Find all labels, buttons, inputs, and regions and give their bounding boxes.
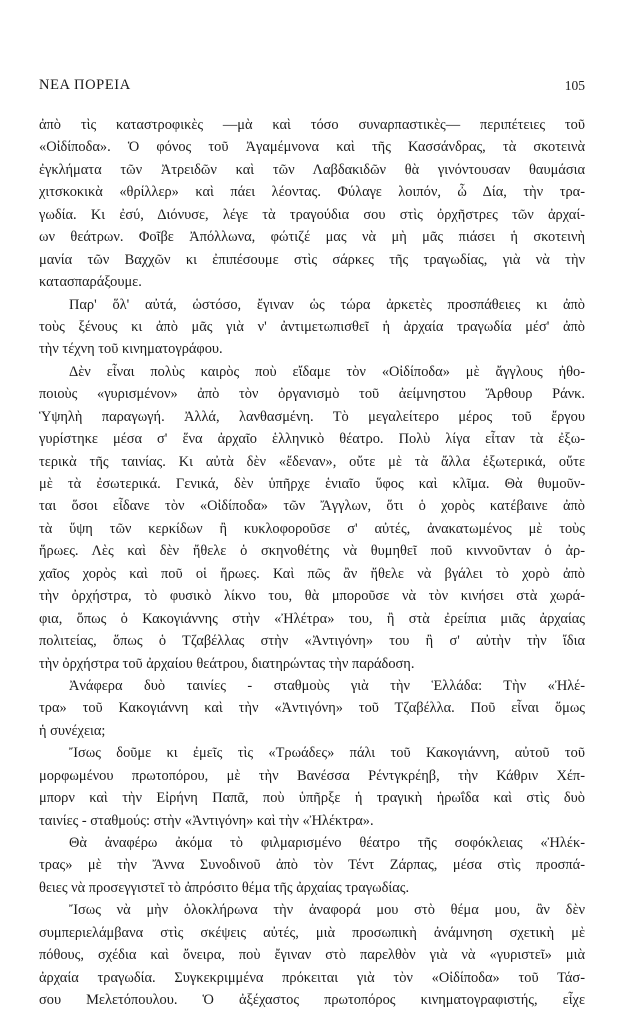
text-line: χαῖος χορὸς καὶ ποῦ οἱ ἥρωες. Καὶ πῶς ἂν ἤθελε νὰ βγάλει τὸ χορὸ ἀπὸ xyxy=(39,565,585,582)
text-line: μορφωμένου πρωτοπόρου, μὲ τὴν Βανέσσα Ρέντγκρέηβ, τὴν Κάθριν Χέπ- xyxy=(39,767,585,784)
text-line: γωδία. Κι ἐσύ, Διόνυσε, λέγε τὰ τραγούδια σου στὶς ὀρχῆστρες τῶν ἀρχαί- xyxy=(39,206,585,223)
text-line: Παρ' ὅλ' αὐτά, ὡστόσο, ἔγιναν ὡς τώρα ἀρκετὲς προσπάθειες κι ἀπὸ xyxy=(69,296,585,313)
text-line: μπορν καὶ τὴν Εἰρήνη Παπᾶ, ποὺ ὑπῆρξε ἡ τραγικὴ ἡρωΐδα καὶ στὶς δυὸ xyxy=(39,790,585,807)
text-line: τὴν τέχνη τοῦ κινηματογράφου. xyxy=(39,341,223,358)
text-line: ἡ συνέχεια; xyxy=(39,722,106,739)
text-line: σου Μελετόπουλου. Ὁ ἀξέχαστος πρωτοπόρος κινηματογραφιστής, εἶχε xyxy=(39,992,585,1009)
text-line: ται ὅσοι εἶδανε τὸν «Οἰδίποδα» τῶν Ἄγγλων, ὅτι ὁ χορὸς κατέβαινε ἀπὸ xyxy=(39,498,585,515)
text-line: χιτσκοκικὰ «θρίλλερ» καὶ πάει λέοντας. Φύλαγε λοιπόν, ὦ Δία, τὴν τρα- xyxy=(39,184,585,201)
text-line: «Οἰδίποδα». Ὁ φόνος τοῦ Ἀγαμέμνονα καὶ τῆς Κασσάνδρας, τὰ σκοτεινὰ xyxy=(39,139,585,156)
text-line: ἀπὸ τὶς καταστροφικὲς —μὰ καὶ τόσο συναρπαστικὲς— περιπέτειες τοῦ xyxy=(39,117,585,133)
text-line: πόθους, σχέδια καὶ ὄνειρα, ποὺ ἔγιναν στὸ παρελθὸν γιὰ νὰ «γυριστεῖ» μιὰ xyxy=(39,947,585,964)
text-line: Ἀνάφερα δυὸ ταινίες - σταθμοὺς γιὰ τὴν Ἑλλάδα: Τὴν «Ἠλέ- xyxy=(69,677,585,694)
text-line: ἀρχαία τραγωδία. Συγκεκριμμένα πρόκειται γιὰ τὸν «Οἰδίποδα» τοῦ Τάσ- xyxy=(39,969,585,986)
text-line: ποιοὺς «γυρισμένον» ἀπὸ τὸν ὀργανισμὸ τοῦ ἀείμνηστου Ἄρθουρ Ράνκ. xyxy=(39,386,585,403)
article-body xyxy=(39,114,585,1012)
text-line: τερικὰ τῆς ταινίας. Κι αὐτὰ δὲν «ἔδεναν», οὔτε μὲ τὰ ἄλλα ἐξωτερικά, οὔτε xyxy=(39,453,585,470)
text-line: μὲ τὰ ἐσωτερικά. Γενικά, δὲν ὑπῆρχε ἑνιαῖο ὕφος καὶ κλῖμα. Θὰ θυμοῦν- xyxy=(39,476,585,492)
text-line: ταινίες - σταθμούς: στὴν «Ἀντιγόνη» καὶ τὴν «Ἠλέκτρα». xyxy=(39,812,374,829)
text-line: Δὲν εἶναι πολὺς καιρὸς ποὺ εἴδαμε τὸν «Οἰδίποδα» μὲ ἄγγλους ἠθο- xyxy=(69,363,585,380)
text-line: Ἴσως νὰ μὴν ὁλοκλήρωνα τὴν ἀναφορά μου στὸ θέμα μου, ἂν δὲν xyxy=(69,902,585,919)
text-line: τὰ ὕψη τῶν κερκίδων ἢ κυκλοφοροῦσε σ' αὐτές, ἀνακατωμένος μὲ τοὺς xyxy=(39,520,585,537)
text-line: θειες νὰ προσεγγιστεῖ τὸ ἀπρόσιτο θέμα τῆς ἀρχαίας τραγωδίας. xyxy=(39,879,410,896)
text-line: γυρίστηκε μέσα σ' ἕνα ἀρχαῖο ἑλληνικὸ θέατρο. Πολὺ λίγα εἶταν τὰ ἐξω- xyxy=(39,431,585,448)
running-header xyxy=(39,72,585,94)
text-line: ἐγκλήματα τῶν Ἀτρειδῶν καὶ τῶν Λαβδακιδῶν θὰ γινόντουσαν θαυμάσια xyxy=(39,161,585,178)
text-line: πολιτείας, ὅπως ὁ Τζαβέλλας στὴν «Ἀντιγόνη» του ἢ σ' αὐτὴν τὴν ἴδια xyxy=(39,633,585,650)
text-line: μανία τῶν Βαχχῶν κι ἐπιπέσουμε στὶς σάρκες τῆς τραγωδίας, γιὰ νὰ τὴν xyxy=(39,251,585,268)
text-line: τοὺς ξένους κι ἀπὸ μᾶς γιὰ ν' ἀντιμετωπισθεῖ ἡ ἀρχαία τραγωδία μέσ' ἀπὸ xyxy=(39,318,585,335)
text-line: φια, ὅπως ὁ Κακογιάννης στὴν «Ἠλέτρα» του, ἢ στὰ ἐρείπια μιᾶς ἀρχαίας xyxy=(39,610,585,627)
text-line: Ὑψηλὴ παραγωγή. Ἀλλά, λανθασμένη. Τὸ μεγαλείτερο μέρος τοῦ ἔργου xyxy=(39,408,585,425)
text-line: τὴν ὀρχήστρα, τὸ φυσικὸ λίκνο του, θὰ μποροῦσε νὰ τὸν κινήσει στὰ χωρά- xyxy=(39,588,585,605)
page-number: 105 xyxy=(564,78,585,93)
text-line: Ἴσως δοῦμε κι ἐμεῖς τὶς «Τρωάδες» πάλι τοῦ Κακογιάννη, αὐτοῦ τοῦ xyxy=(69,745,585,762)
text-line: κατασπαράξουμε. xyxy=(39,274,142,291)
text-line: τρα» τοῦ Κακογιάννη καὶ τὴν «Ἀντιγόνη» τοῦ Τζαβέλλα. Ποῦ εἶναι ὅμως xyxy=(39,700,585,717)
journal-title: ΝΕΑ ΠΟΡΕΙΑ xyxy=(39,77,131,93)
text-line: τρας» μὲ τὴν Ἄννα Συνοδινοῦ ἀπὸ τὸν Τέντ Ζάρπας, μέσα στὶς προσπά- xyxy=(39,857,585,874)
text-line: Θὰ ἀναφέρω ἀκόμα τὸ φιλμαρισμένο θέατρο τῆς σοφόκλειας «Ἠλέκ- xyxy=(69,835,585,851)
text-line: συμπεριελάμβανα στὶς σκέψεις αὐτές, μιὰ προσωπικὴ ἀνάμνηση σχετικὴ μὲ xyxy=(39,924,585,941)
text-line: ἥρωες. Λὲς καὶ δὲν ἤθελε ὁ σκηνοθέτης νὰ θυμηθεῖ ποῦ κιννοῦνταν ὁ ἀρ- xyxy=(39,543,585,560)
text-line: ων θεάτρων. Φοῖβε Ἀπόλλωνα, φώτιζέ μας νὰ μὴ μᾶς πιάσει ἡ σκοτεινὴ xyxy=(39,229,585,246)
text-line: τὴν ὀρχήστρα τοῦ ἀρχαίου θεάτρου, διατηρώντας τὴν παράδοση. xyxy=(39,655,415,672)
